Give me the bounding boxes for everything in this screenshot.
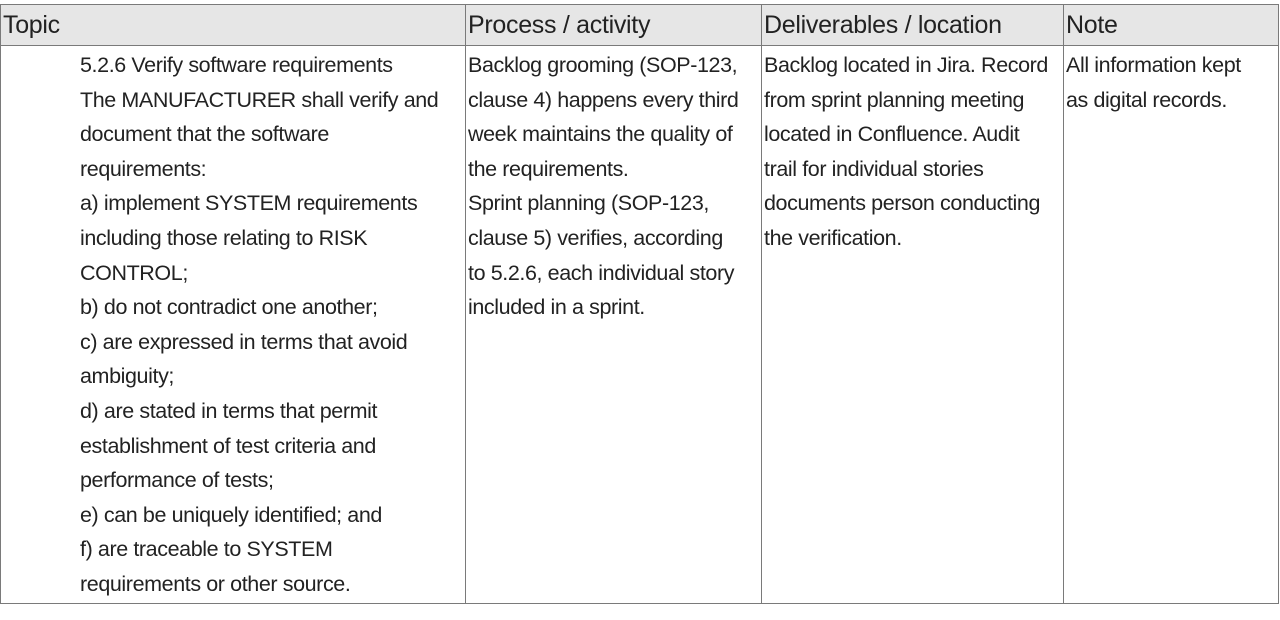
topic-line: requirements: (80, 156, 207, 181)
process-line: clause 4) happens every third (468, 87, 739, 112)
deliverables-line: located in Confluence. Audit (764, 122, 1020, 147)
note-line: as digital records. (1066, 87, 1227, 112)
header-row (1, 5, 1279, 46)
deliverables-line: the verification. (764, 225, 902, 250)
process-line: to 5.2.6, each individual story (468, 260, 735, 285)
topic-line: ambiguity; (80, 364, 174, 389)
process-line: clause 5) verifies, according (468, 225, 723, 250)
deliverables-line: documents person conducting (764, 191, 1041, 216)
deliverables-line: from sprint planning meeting (764, 87, 1025, 112)
topic-line: a) implement SYSTEM requirements (80, 191, 418, 216)
topic-line: 5.2.6 Verify software requirements (80, 53, 393, 77)
note-cell (1064, 46, 1279, 604)
topic-line: requirements or other source. (80, 571, 351, 596)
header-process-activity: Process / activity (466, 5, 762, 46)
topic-line: e) can be uniquely identified; and (80, 502, 382, 527)
topic-cell (1, 46, 466, 604)
header-note: Note (1064, 5, 1279, 46)
table-row (1, 46, 1279, 604)
deliverables-line: Backlog located in Jira. Record (764, 53, 1048, 77)
header-topic: Topic (1, 5, 466, 46)
process-line: week maintains the quality of (468, 122, 733, 147)
deliverables-location-cell (762, 46, 1064, 604)
process-line: included in a sprint. (468, 295, 645, 320)
topic-line: f) are traceable to SYSTEM (80, 537, 333, 562)
topic-line: performance of tests; (80, 468, 274, 493)
topic-line: c) are expressed in terms that avoid (80, 329, 408, 354)
process-line: Sprint planning (SOP-123, (468, 191, 709, 216)
process-line: Backlog grooming (SOP-123, (468, 53, 738, 77)
header-deliverables-location: Deliverables / location (762, 5, 1064, 46)
topic-line: The MANUFACTURER shall verify and (80, 87, 439, 112)
topic-line: document that the software (80, 122, 329, 147)
topic-line: b) do not contradict one another; (80, 295, 378, 320)
requirements-table (0, 4, 1278, 604)
topic-line: establishment of test criteria and (80, 433, 376, 458)
verification-table (0, 4, 1279, 604)
note-line: All information kept (1066, 53, 1241, 77)
topic-line: d) are stated in terms that permit (80, 398, 378, 423)
topic-line: including those relating to RISK (80, 225, 368, 250)
topic-line: CONTROL; (80, 260, 188, 285)
process-activity-cell (466, 46, 762, 604)
process-line: the requirements. (468, 156, 629, 181)
deliverables-line: trail for individual stories (764, 156, 984, 181)
